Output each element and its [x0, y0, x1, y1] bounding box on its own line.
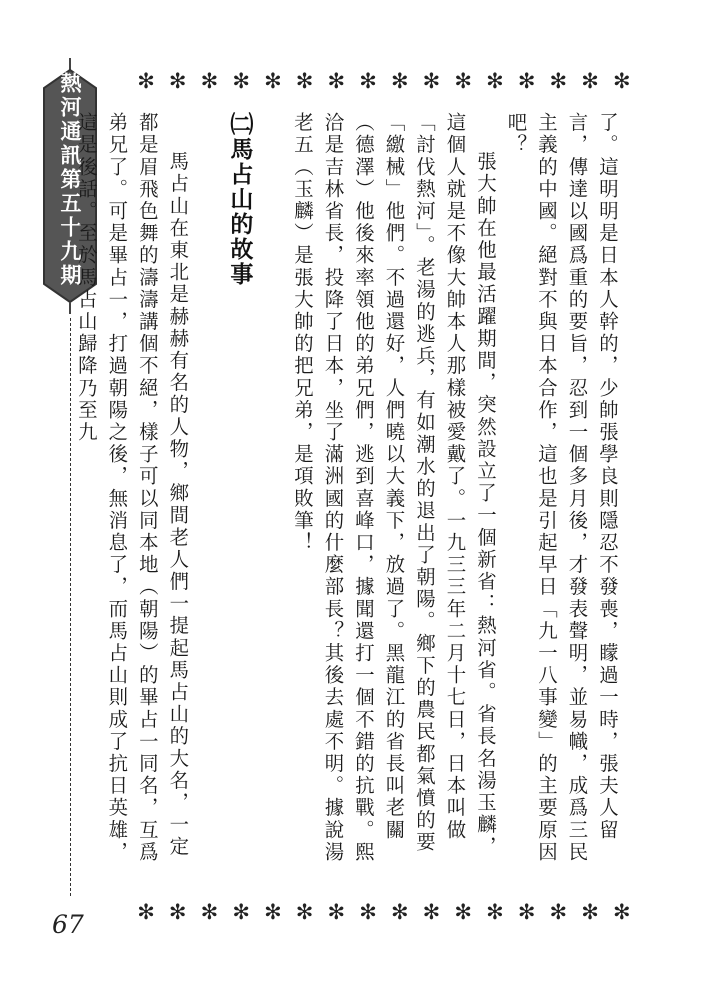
star-ornament-icon: ✻	[137, 900, 155, 924]
star-ornament-icon: ✻	[549, 69, 568, 93]
paragraph-2: 張大帥在他最活躍期間，突然設立了一個新省：熱河省。省長名湯玉麟，這個人就是不像大帥本人那樣被愛戴了。一九三三年二月十七日，日本叫做「討伐熱河」。老湯的逃兵，有如潮水的退出了朝陽。鄉下的農民都氣憤的要「繳械」他們。不過還好，人們曉以大義下，放過了。黑龍江的省長叫老關（德澤）他後來率領他的弟兄們，逃到喜峰口，據聞還打一個不錯的抗戰。熙洽是吉林省長，投降了日本，坐了滿洲國的什麼部長？其後去處不明。據說湯老五（玉麟）是張大帥的把兄弟，是項敗筆！	[291, 112, 497, 864]
star-ornament-icon: ✻	[612, 900, 631, 924]
star-ornament-icon: ✻	[264, 69, 282, 93]
star-ornament-icon: ✻	[486, 69, 504, 93]
star-ornament-icon: ✻	[200, 900, 219, 924]
star-ornament-icon: ✻	[486, 900, 504, 924]
star-ornament-icon: ✻	[359, 69, 377, 93]
page-number: 67	[52, 910, 84, 939]
star-ornament-icon: ✻	[581, 900, 599, 924]
top-ornament-row	[134, 68, 634, 94]
star-ornament-icon: ✻	[137, 69, 155, 93]
star-ornament-icon: ✻	[295, 900, 314, 924]
star-ornament-icon: ✻	[359, 900, 377, 924]
journal-title: 熱河通訊第五十九期	[58, 72, 83, 288]
star-ornament-icon: ✻	[422, 900, 441, 924]
star-ornament-icon: ✻	[200, 69, 219, 93]
star-ornament-icon: ✻	[232, 69, 250, 93]
bottom-ornament-row	[134, 899, 634, 925]
star-ornament-icon: ✻	[517, 69, 536, 93]
star-ornament-icon: ✻	[454, 69, 472, 93]
star-ornament-icon: ✻	[327, 69, 346, 93]
article-body	[74, 112, 622, 872]
star-ornament-icon: ✻	[168, 69, 187, 93]
star-ornament-icon: ✻	[327, 900, 346, 924]
star-ornament-icon: ✻	[390, 900, 409, 924]
star-ornament-icon: ✻	[422, 69, 441, 93]
section-heading: ㈡馬占山的故事	[226, 112, 253, 287]
star-ornament-icon: ✻	[264, 900, 282, 924]
star-ornament-icon: ✻	[454, 900, 472, 924]
star-ornament-icon: ✻	[390, 69, 409, 93]
star-ornament-icon: ✻	[517, 900, 536, 924]
star-ornament-icon: ✻	[549, 900, 568, 924]
paragraph-3: 馬占山在東北是赫赫有名的人物，鄉間老人們一提起馬占山的大名，一定都是眉飛色舞的濤濤講個不絕，樣子可以同本地（朝陽）的畢占一同名，互爲弟兄了。可是畢占一，打過朝陽之後，無消息了，而馬占山則成了抗日英雄，這是後話。至於馬占山歸降乃至九	[74, 112, 190, 864]
star-ornament-icon: ✻	[581, 69, 599, 93]
star-ornament-icon: ✻	[295, 69, 314, 93]
star-ornament-icon: ✻	[168, 900, 187, 924]
paragraph-1: 了。這明明是日本人幹的，少帥張學良則隱忍不發喪，矇過一時，張夫人留言，傳達以國爲重的要旨，忍到一個多月後，才發表聲明，並易幟，成爲三民主義的中國。絕對不與日本合作，這也是引起早日「九一八事變」的主要原因吧？	[504, 112, 619, 864]
star-ornament-icon: ✻	[612, 69, 631, 93]
star-ornament-icon: ✻	[232, 900, 250, 924]
